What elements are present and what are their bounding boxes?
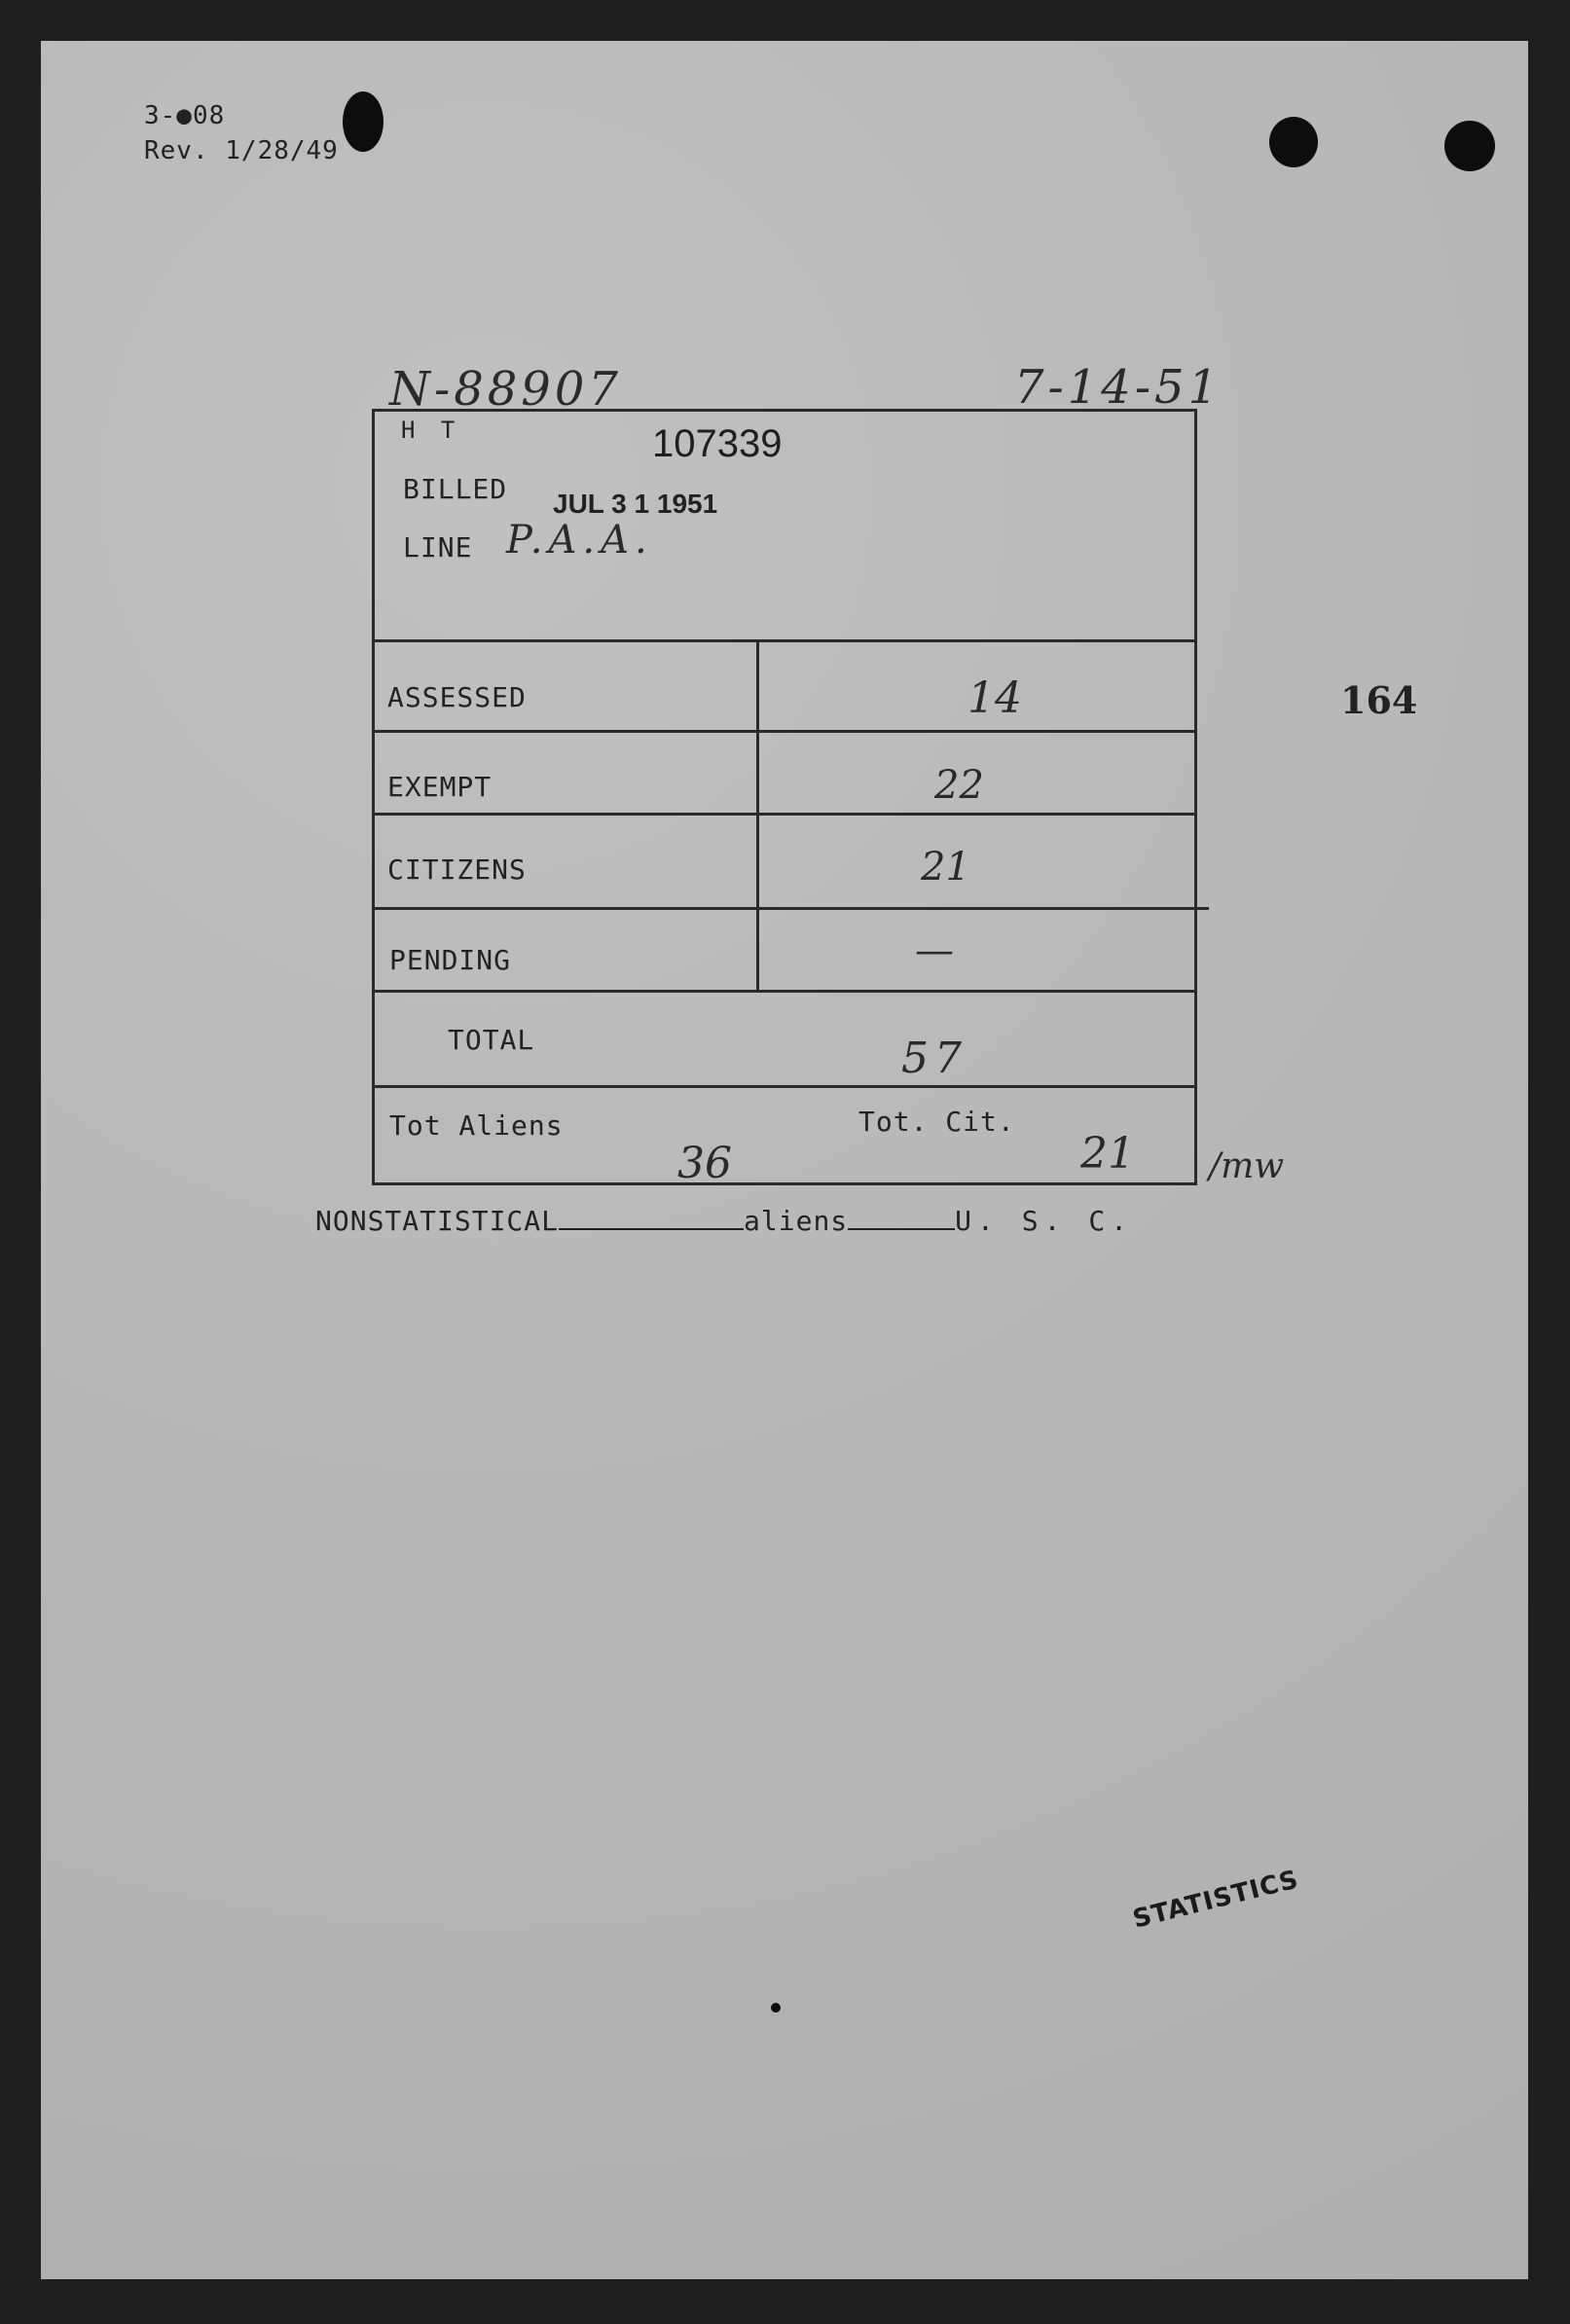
tot-cit-value: 21: [1080, 1129, 1135, 1179]
punch-hole-right: [1444, 121, 1495, 171]
line-label: LINE: [403, 531, 473, 563]
row-label-pending: PENDING: [389, 944, 512, 976]
statistics-stamp: STATISTICS: [1129, 1865, 1302, 1935]
total-label: TOTAL: [448, 1024, 535, 1056]
billed-label: BILLED: [403, 473, 508, 505]
file-number-handwritten: N-88907: [389, 362, 622, 417]
rule-row-4: [372, 990, 1197, 993]
speck: [771, 2003, 781, 2013]
usc-blank: [848, 1228, 955, 1230]
row-label-assessed: ASSESSED: [387, 681, 527, 713]
page-number-stamp: 164: [1340, 678, 1418, 722]
date-handwritten: 7-14-51: [1014, 360, 1223, 415]
punch-hole-mid: [1269, 117, 1318, 167]
rule-row-2: [372, 813, 1197, 816]
rule-row-3: [372, 907, 1209, 910]
usc-label: U. S. C.: [955, 1205, 1134, 1237]
row-value-pending: —: [915, 928, 954, 973]
billed-date-stamp: JUL 3 1 1951: [553, 489, 718, 519]
document-sheet: [41, 41, 1528, 2279]
line-value-handwritten: P.A.A.: [506, 518, 653, 563]
rule-row-1: [372, 730, 1197, 733]
tot-aliens-value: 36: [677, 1139, 732, 1188]
rule-header-bottom: [372, 639, 1197, 642]
tot-aliens-label: Tot Aliens: [389, 1109, 564, 1142]
tot-cit-label: Tot. Cit.: [858, 1106, 1015, 1138]
form-table: [372, 409, 1197, 1185]
nonstatistical-line: [315, 1205, 1133, 1237]
nonstatistical-label: NONSTATISTICAL: [315, 1205, 560, 1237]
form-number: 3-●08: [144, 101, 226, 130]
row-value-assessed: 14: [968, 673, 1022, 723]
aliens-blank: [559, 1228, 744, 1230]
column-divider: [756, 641, 759, 992]
row-label-exempt: EXEMPT: [387, 771, 493, 803]
punch-hole-left: [343, 91, 383, 152]
total-value: 57: [901, 1034, 968, 1083]
row-value-citizens: 21: [921, 845, 970, 890]
row-label-citizens: CITIZENS: [387, 853, 527, 886]
revision-date: Rev. 1/28/49: [144, 136, 339, 165]
row-value-exempt-written: 22: [934, 763, 984, 808]
rule-total-bottom: [372, 1085, 1197, 1088]
initials-handwritten: /mw: [1209, 1146, 1285, 1186]
ht-label: H T: [401, 417, 461, 444]
aliens-label: aliens: [744, 1205, 849, 1237]
ht-number: 107339: [652, 422, 783, 465]
